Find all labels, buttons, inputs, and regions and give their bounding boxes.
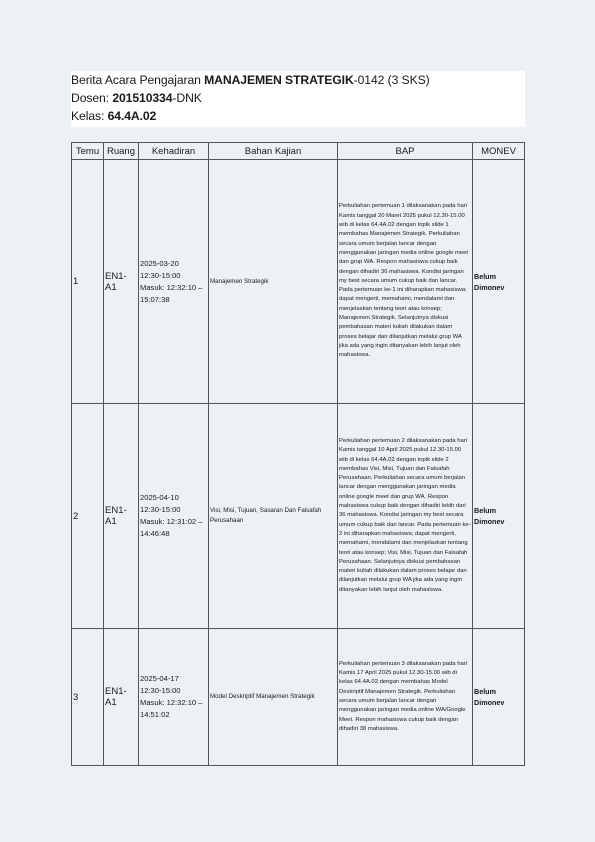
document-header (71, 71, 525, 127)
column-header-bap: BAP (338, 143, 473, 160)
table-header-row (72, 143, 525, 160)
course-code: -0142 (3 SKS) (353, 73, 430, 87)
monitoring-status: Belum Dimonev (473, 629, 525, 766)
attendance-date: 2025-04-17 (140, 674, 179, 683)
monitoring-status: Belum Dimonev (473, 160, 525, 404)
attendance-checkin: Masuk: 12:31:02 – 14:46:48 (140, 517, 203, 538)
attendance-time: 12:30-15:00 (140, 505, 181, 514)
meeting-number: 3 (72, 629, 104, 766)
course-name: MANAJEMEN STRATEGIK (204, 73, 354, 87)
table-row (72, 629, 525, 766)
study-material: Model Deskriptif Manajemen Strategik (209, 629, 338, 766)
column-header-ruang: Ruang (104, 143, 139, 160)
study-material: Manajemen Strategik (209, 160, 338, 404)
room: EN1-A1 (104, 160, 139, 404)
meeting-number: 1 (72, 160, 104, 404)
attendance-time: 12:30-15:00 (140, 270, 181, 280)
column-header-bahan-kajian: Bahan Kajian (209, 143, 338, 160)
lecturer-id: 201510334 (112, 91, 173, 105)
class-label: Kelas: (71, 109, 108, 123)
attendance (139, 160, 209, 404)
teaching-report-table (71, 142, 525, 766)
study-material: Visi, Misi, Tujuan, Sasaran Dan Falsafah Perusahaan (209, 404, 338, 629)
report-text: Perkuliahan pertemuan 3 dilaksanakan pada hari Kamis 17 April 2025 pukul 12.30-15.00 wib di kelas 64.4A.02 dengan membahas Model Deskriptif Manajemen Strategik. Perkuliahan secara umum berjalan lancar dengan menggunakan jaringan media online WA/Google Meet. Respon mahasiswa cukup baik dengan dihadiri 38 mahasiswa. (338, 629, 473, 766)
column-header-monev: MONEV (473, 143, 525, 160)
attendance-time: 12:30-15:00 (140, 686, 181, 695)
attendance-checkin: Masuk: 12:32:10 – 14:51:02 (140, 698, 203, 719)
attendance-date: 2025-03-20 (140, 258, 179, 268)
attendance (139, 629, 209, 766)
column-header-kehadiran: Kehadiran (139, 143, 209, 160)
table-row (72, 160, 525, 404)
attendance (139, 404, 209, 629)
report-text: Perkuliahan pertemuan 1 dilaksanakan pada hari Kamis tanggal 20 Maret 2025 pukul 12.30-15.00 wib di kelas 64.4A.02 dengan topik slide 1 membahas Manajemen Strategik. Perkuliahan secara umum berjalan lancar dengan menggunakan jaringan media online google meet dan grup WA. Respon mahasiswa cukup baik dengan dihadiri 36 mahasiswa. Kondisi jaringan my best secara umum cukup baik dan lancar. Pada pertemuan ke-1 ini diharapkan mahasiswa; dapat mengerti, memahami, mendalami dan menjelaskan tentang teori atau konsep; Manajemen Strategik. Selanjutnya diskusi pembahasan materi kuliah dilakukan dalam proses belajar dan dilanjutkan melalui grup WA jika ada yang ingin ditanyakan lebih lanjut oleh mahasiswa. (338, 160, 473, 404)
attendance-checkin: Masuk: 12:32:10 – 15:07:38 (140, 282, 203, 304)
lecturer-code: -DNK (172, 91, 202, 105)
table-row (72, 404, 525, 629)
class-line (71, 107, 525, 125)
lecturer-line (71, 89, 525, 107)
title-prefix: Berita Acara Pengajaran (71, 73, 205, 87)
attendance-date: 2025-04-10 (140, 493, 179, 502)
monitoring-status: Belum Dimonev (473, 404, 525, 629)
course-title-line (71, 71, 525, 89)
room: EN1-A1 (104, 629, 139, 766)
column-header-temu: Temu (72, 143, 104, 160)
class-value: 64.4A.02 (107, 109, 157, 123)
report-text: Perkuliahan pertemuan 2 dilaksanakan pada hari Kamis tanggal 10 April 2025 pukul 12.30-15.00 wib di kelas 64.4A.02 dengan topik slide 2 membahas Visi, Misi, Tujuan dan Falsafah Perusahaan. Perkuliahan secara umum berjalan lancar dengan menggunakan jaringan media online google meet dan grup WA. Respon mahasiswa cukup baik dengan dihadiri lebih dari 36 mahasiswa. Kondisi jaringan my best secara umum cukup baik dan lancar. Pada pertemuan ke-2 ini diharapkan mahasiswa; dapat mengerti, memahami, mendalami dan menjelaskan tentang teori atau konsep; Visi, Misi, Tujuan dan Falsafah Perusahaan. Selanjutnya diskusi pembahasan materi kuliah dilakukan dalam proses belajar dan dilanjutkan melalui grup WA jika ada yang ingin ditanyakan lebih lanjut oleh mahasiswa. (338, 404, 473, 629)
room: EN1-A1 (104, 404, 139, 629)
meeting-number: 2 (72, 404, 104, 629)
lecturer-label: Dosen: (71, 91, 113, 105)
